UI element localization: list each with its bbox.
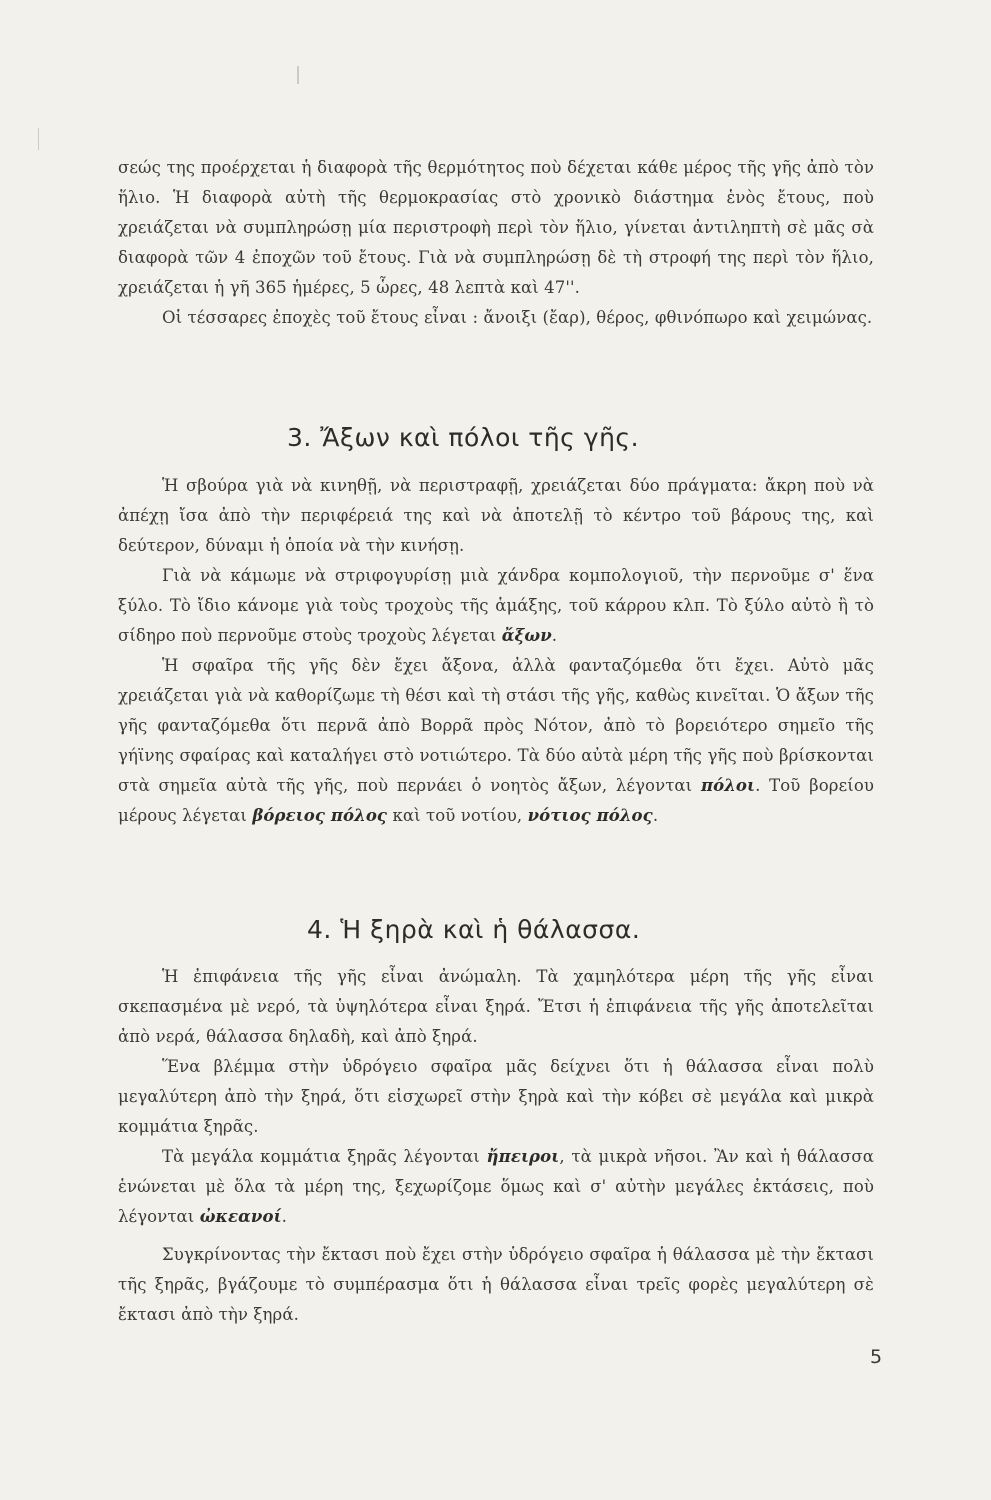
paragraph: Ἡ σβούρα γιὰ νὰ κινηθῇ, νὰ περιστραφῇ, χρειάζεται δύο πράγματα: ἄκρη ποὺ νὰ ἀπέχῃ ἴσα ἀπὸ τὴν περιφέρειά της καὶ νὰ ἀποτελῇ τὸ κέντρο τοῦ βάρους της, καὶ δεύτερον, δύναμι ἡ ὁποία νὰ τὴν κινήσῃ. bbox=[118, 476, 874, 555]
intro-text bbox=[118, 153, 874, 333]
paragraph: Συγκρίνοντας τὴν ἔκτασι ποὺ ἔχει στὴν ὑδρόγειο σφαῖρα ἡ θάλασσα μὲ τὴν ἔκτασι τῆς ξηρᾶς, βγάζουμε τὸ συμπέρασμα ὅτι ἡ θάλασσα εἶναι τρεῖς φορὲς μεγαλύτερη σὲ ἔκτασι ἀπὸ τὴν ξηρά. bbox=[118, 1245, 874, 1324]
paragraph: Ἕνα βλέμμα στὴν ὑδρόγειο σφαῖρα μᾶς δείχνει ὅτι ἡ θάλασσα εἶναι πολὺ μεγαλύτερη ἀπὸ τὴν ξηρά, ὅτι εἰσχωρεῖ στὴν ξηρὰ καὶ τὴν κόβει σὲ μεγάλα καὶ μικρὰ κομμάτια ξηρᾶς. bbox=[118, 1057, 874, 1136]
section-3-text bbox=[118, 471, 874, 831]
emphasized-term: ἄξων bbox=[501, 626, 552, 645]
section-4-text bbox=[118, 962, 874, 1330]
emphasized-term: ἤπειροι bbox=[486, 1147, 560, 1166]
paper-mark bbox=[297, 66, 299, 84]
text-run: . Τοῦ βορείου μέρους λέγεται bbox=[118, 776, 874, 825]
text-run: . bbox=[281, 1207, 288, 1226]
emphasized-term: πόλοι bbox=[700, 776, 756, 795]
text-run: καὶ τοῦ νοτίου, bbox=[387, 806, 528, 825]
emphasized-term: νότιος πόλος bbox=[527, 806, 653, 825]
page-number: 5 bbox=[870, 1346, 883, 1368]
emphasized-term: βόρειος πόλος bbox=[252, 806, 388, 825]
paragraph bbox=[118, 561, 874, 651]
paragraph: σεώς της προέρχεται ἡ διαφορὰ τῆς θερμότητος ποὺ δέχεται κάθε μέρος τῆς γῆς ἀπὸ τὸν ἥλιο. Ἡ διαφορὰ αὐτὴ τῆς θερμοκρασίας στὸ χρονικὸ διάστημα ἑνὸς ἔτους, ποὺ χρειάζεται νὰ συμπληρώσῃ μία περιστροφὴ περὶ τὸν ἥλιο, γίνεται ἀντιληπτὴ σὲ μᾶς σὰ διαφορὰ τῶν 4 ἐποχῶν τοῦ ἔτους. Γιὰ νὰ συμπληρώσῃ δὲ τὴ στροφή της περὶ τὸν ἥλιο, χρειάζεται ἡ γῆ 365 ἡμέρες, 5 ὧρες, 48 λεπτὰ καὶ 47''. bbox=[118, 158, 874, 297]
section-heading-4: 4. Ἡ ξηρὰ καὶ ἡ θάλασσα. bbox=[307, 915, 641, 944]
emphasized-term: ὠκεανοί bbox=[199, 1207, 282, 1226]
text-run: Ἡ σφαῖρα τῆς γῆς δὲν ἔχει ἄξονα, ἀλλὰ φανταζόμεθα ὅτι ἔχει. Αὐτὸ μᾶς χρειάζεται γιὰ νὰ καθορίζωμε τὴ θέσι καὶ τὴ στάσι τῆς γῆς, καθὼς κινεῖται. Ὁ ἄξων τῆς γῆς φανταζόμεθα ὅτι περνᾶ ἀπὸ Βορρᾶ πρὸς Νότον, ἀπὸ τὸ βορειότερο σημεῖο τῆς γήϊνης σφαίρας καὶ καταλήγει στὸ νοτιώτερο. Τὰ δύο αὐτὰ μέρη τῆς γῆς ποὺ βρίσκονται στὰ σημεῖα αὐτὰ τῆς γῆς, ποὺ περνάει ὁ νοητὸς ἄξων, λέγονται bbox=[118, 656, 874, 795]
text-run: . bbox=[551, 626, 558, 645]
paragraph: Οἱ τέσσαρες ἐποχὲς τοῦ ἔτους εἶναι : ἄνοιξι (ἔαρ), θέρος, φθινόπωρο καὶ χειμώνας. bbox=[162, 308, 873, 327]
paragraph bbox=[118, 651, 874, 831]
paragraph: Ἡ ἐπιφάνεια τῆς γῆς εἶναι ἀνώμαλη. Τὰ χαμηλότερα μέρη τῆς γῆς εἶναι σκεπασμένα μὲ νερό, τὰ ὑψηλότερα εἶναι ξηρά. Ἔτσι ἡ ἐπιφάνεια τῆς γῆς ἀποτελεῖται ἀπὸ νερά, θάλασσα δηλαδὴ, καὶ ἀπὸ ξηρά. bbox=[118, 967, 874, 1046]
paragraph bbox=[118, 1142, 874, 1232]
section-heading-3: 3. Ἄξων καὶ πόλοι τῆς γῆς. bbox=[287, 423, 640, 452]
paper-mark bbox=[38, 128, 39, 150]
text-run: , τὰ μικρὰ νῆσοι. Ἂν καὶ ἡ θάλασσα ἑνώνεται μὲ ὅλα τὰ μέρη της, ξεχωρίζομε ὅμως καὶ σ' αὐτὴν μεγάλες ἐκτάσεις, ποὺ λέγονται bbox=[118, 1147, 874, 1226]
text-run: Γιὰ νὰ κάμωμε νὰ στριφογυρίσῃ μιὰ χάνδρα κομπολογιοῦ, τὴν περνοῦμε σ' ἕνα ξύλο. Τὸ ἴδιο κάνομε γιὰ τοὺς τροχοὺς τῆς ἁμάξης, τοῦ κάρρου κλπ. Τὸ ξύλο αὐτὸ ἢ τὸ σίδηρο ποὺ περνοῦμε στοὺς τροχοὺς λέγεται bbox=[118, 566, 874, 645]
text-run: . bbox=[652, 806, 659, 825]
text-run: Τὰ μεγάλα κομμάτια ξηρᾶς λέγονται bbox=[162, 1147, 487, 1166]
